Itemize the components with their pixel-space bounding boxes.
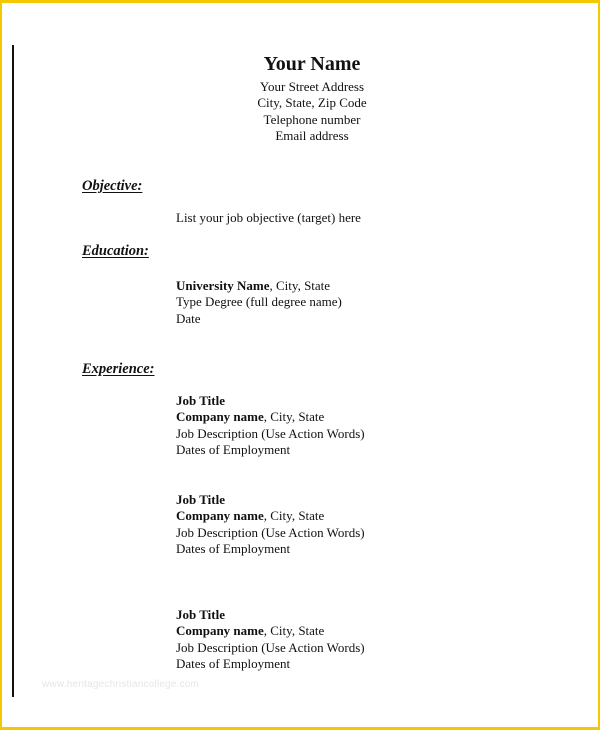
objective-heading: Objective: — [82, 178, 143, 194]
company-name: Company name — [176, 409, 264, 425]
company-line — [176, 409, 365, 425]
company-name: Company name — [176, 623, 264, 639]
employment-dates: Dates of Employment — [176, 540, 291, 556]
job-title: Job Title — [176, 393, 226, 408]
company-location: , City, State — [263, 508, 325, 524]
university-location: , City, State — [269, 278, 331, 293]
university-line — [176, 278, 342, 294]
job-entry — [176, 492, 365, 557]
job-title: Job Title — [176, 492, 226, 507]
objective-text: List your job objective (target) here — [176, 210, 361, 225]
email: Email address — [275, 127, 349, 143]
experience-heading: Experience: — [82, 361, 155, 377]
watermark: www.heritagechristiancollege.com — [42, 679, 200, 690]
city-state-zip: City, State, Zip Code — [257, 95, 367, 111]
university-name: University Name — [176, 278, 270, 293]
job-title: Job Title — [176, 607, 226, 622]
company-name: Company name — [176, 508, 264, 524]
company-line — [176, 623, 365, 639]
job-entry — [176, 607, 365, 672]
company-location: , City, State — [263, 623, 325, 639]
company-line — [176, 508, 365, 524]
resume-page — [2, 3, 598, 727]
education-block — [176, 278, 342, 327]
resume-name: Your Name — [263, 53, 361, 75]
resume-header — [2, 51, 600, 144]
street-address: Your Street Address — [259, 79, 365, 94]
employment-dates: Dates of Employment — [176, 441, 291, 457]
employment-dates: Dates of Employment — [176, 655, 291, 671]
education-date: Date — [176, 310, 201, 326]
job-description: Job Description (Use Action Words) — [176, 425, 365, 441]
degree: Type Degree (full degree name) — [176, 294, 342, 310]
education-heading: Education: — [82, 243, 149, 259]
job-description: Job Description (Use Action Words) — [176, 639, 365, 655]
company-location: , City, State — [263, 409, 325, 425]
telephone: Telephone number — [263, 111, 361, 127]
objective-block — [176, 210, 361, 226]
job-description: Job Description (Use Action Words) — [176, 524, 365, 540]
job-entry — [176, 393, 365, 458]
